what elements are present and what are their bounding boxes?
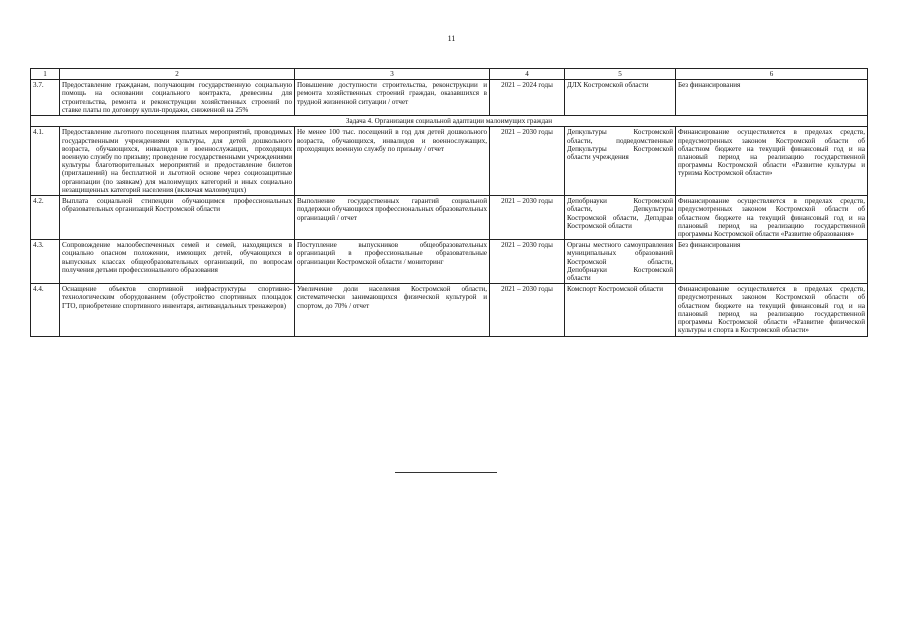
measures-table [30,68,868,337]
measure-cell: Предоставление гражданам, получающим государственную социальную помощь на основании социального контракта, древесины для строительства, ремонта и реконструкции хозяйственных строений по ставке платы по договору купли-продажи, сниженной на 25% [60,80,295,116]
section-row [31,116,868,127]
executor-cell: Депобрнауки Костромской области, Депкультуры Костромской области, Депздрав Костромской области [565,196,676,240]
period-cell: 2021 – 2030 годы [490,284,565,336]
period-cell: 2021 – 2030 годы [490,127,565,196]
measure-cell: Предоставление льготного посещения платных мероприятий, проводимых государственными учреждениями культуры, для детей дошкольного возраста, обучающихся, инвалидов и военнослужащих, проходящих военную службу по призыву; проведение государственными учреждениями культуры благотворительных мероприятий и предоставление билетов (приглашений) на бесплатной и льготной основе через социозащитные организации (по заявкам) для малоимущих категорий и иных социально незащищенных категорий населения (включая малоимущих) [60,127,295,196]
page-number: 11 [447,34,456,43]
item-number: 4.1. [31,127,60,196]
period-cell: 2021 – 2024 годы [490,80,565,116]
table-row [31,284,868,336]
column-number-cell: 6 [676,69,868,80]
financing-cell: Без финансирования [676,80,868,116]
financing-cell: Финансирование осуществляется в пределах средств, предусмотренных законом Костромской области об областном бюджете на текущий финансовый год и на плановый период на реализацию государственной программы Костромской области «Развитие образования» [676,196,868,240]
section-title: Задача 4. Организация социальной адаптации малоимущих граждан [31,116,868,127]
column-number-cell: 2 [60,69,295,80]
result-cell: Повышение доступности строительства, реконструкции и ремонта хозяйственных строений граждан, оказавшихся в трудной жизненной ситуации / отчет [295,80,490,116]
item-number: 4.3. [31,240,60,284]
table-row [31,127,868,196]
financing-cell: Без финансирования [676,240,868,284]
column-number-cell: 4 [490,69,565,80]
period-cell: 2021 – 2030 годы [490,240,565,284]
table-row [31,196,868,240]
item-number: 4.4. [31,284,60,336]
result-cell: Поступление выпускников общеобразовательных организаций в профессиональные образовательные организации Костромской области / мониторинг [295,240,490,284]
executor-cell: ДЛХ Костромской области [565,80,676,116]
column-number-cell: 1 [31,69,60,80]
column-number-cell: 5 [565,69,676,80]
financing-cell: Финансирование осуществляется в пределах средств, предусмотренных законом Костромской области об областном бюджете на текущий финансовый год и на плановый период на реализацию государственной программы Костромской области «Развитие физической культуры и спорта в Костромской области» [676,284,868,336]
item-number: 3.7. [31,80,60,116]
executor-cell: Депкультуры Костромской области, подведомственные Депкультуры Костромской области учреждения [565,127,676,196]
bottom-separator-line [395,472,497,473]
column-number-cell: 3 [295,69,490,80]
result-cell: Увеличение доли населения Костромской области, систематически занимающихся физической культурой и спортом, до 70% / отчет [295,284,490,336]
executor-cell: Органы местного самоуправления муниципальных образований Костромской области, Депобрнауки Костромской области [565,240,676,284]
item-number: 4.2. [31,196,60,240]
column-number-row [31,69,868,80]
measure-cell: Выплата социальной стипендии обучающимся профессиональных образовательных организаций Костромской области [60,196,295,240]
period-cell: 2021 – 2030 годы [490,196,565,240]
result-cell: Выполнение государственных гарантий социальной поддержки обучающихся профессиональных образовательных организаций / отчет [295,196,490,240]
financing-cell: Финансирование осуществляется в пределах средств, предусмотренных законом Костромской области об областном бюджете на текущий финансовый год и на плановый период на реализацию государственной программы Костромской области «Развитие культуры и туризма Костромской области» [676,127,868,196]
executor-cell: Комспорт Костромской области [565,284,676,336]
measure-cell: Сопровождение малообеспеченных семей и семей, находящихся в социально опасном положении, имеющих детей, обучающихся в выпускных классах общеобразовательных организаций, по вопросам получения детьми профессионального образования [60,240,295,284]
table-row [31,240,868,284]
measure-cell: Оснащение объектов спортивной инфраструктуры спортивно-технологическим оборудованием (обустройство спортивных площадок ГТО, приобретение спортивного инвентаря, антивандальных тренажеров) [60,284,295,336]
result-cell: Не менее 100 тыс. посещений в год для детей дошкольного возраста, обучающихся, инвалидов и военнослужащих, проходящих военную службу по призыву / отчет [295,127,490,196]
table-row [31,80,868,116]
